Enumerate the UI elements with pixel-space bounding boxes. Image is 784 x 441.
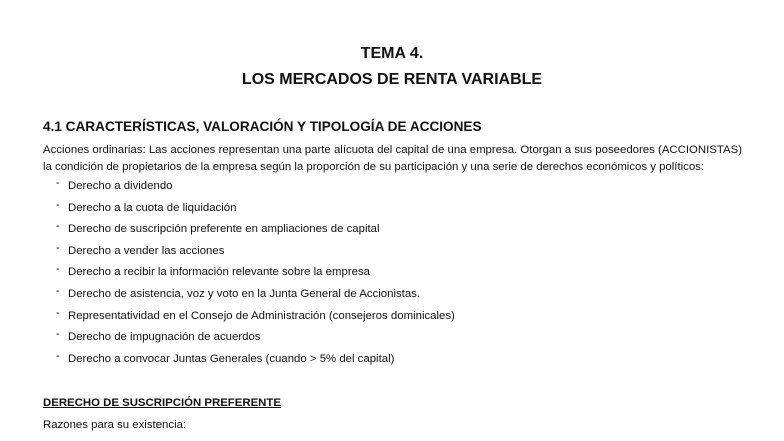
dash-bullet: - xyxy=(56,349,60,362)
topic-subtitle: LOS MERCADOS DE RENTA VARIABLE xyxy=(241,71,543,88)
reasons-intro: Razones para su existencia: xyxy=(43,419,187,431)
right-label: Derecho a convocar Juntas Generales (cuando > 5% del capital) xyxy=(68,352,395,365)
dash-bullet: - xyxy=(56,198,60,211)
right-label: Derecho a dividendo xyxy=(68,180,173,192)
intro-paragraph: Acciones ordinarias: Las acciones representan una parte alícuota del capital de una empresa. Otorgan a sus poseedores (ACCIONISTAS) la condición de propietarios de la empresa según la proporción de su participación y una serie de derechos económicos y políticos: xyxy=(43,144,742,173)
right-label: Derecho a recibir la información relevante sobre la empresa xyxy=(68,266,370,279)
right-label: Derecho de asistencia, voz y voto en la Junta General de Accionistas. xyxy=(68,287,421,300)
dash-bullet: - xyxy=(56,284,60,297)
dash-bullet: - xyxy=(56,328,60,341)
dash-bullet: - xyxy=(56,220,60,233)
dash-bullet: - xyxy=(56,306,60,319)
right-label: Derecho a la cuota de liquidación xyxy=(68,201,237,214)
dash-bullet: - xyxy=(56,241,60,254)
right-label: Representatividad en el Consejo de Administración (consejeros dominicales) xyxy=(68,309,455,322)
right-label: Derecho de suscripción preferente en ampliaciones de capital xyxy=(68,223,380,236)
dash-bullet: - xyxy=(56,263,60,276)
subsection-heading: DERECHO DE SUSCRIPCIÓN PREFERENTE xyxy=(43,397,281,409)
section-heading: 4.1 CARACTERÍSTICAS, VALORACIÓN Y TIPOLOGÍA DE ACCIONES xyxy=(43,119,482,134)
topic-title: TEMA 4. xyxy=(360,45,424,62)
right-label: Derecho de impugnación de acuerdos xyxy=(68,331,261,344)
right-label: Derecho a vender las acciones xyxy=(68,244,225,257)
dash-bullet: - xyxy=(56,177,60,189)
